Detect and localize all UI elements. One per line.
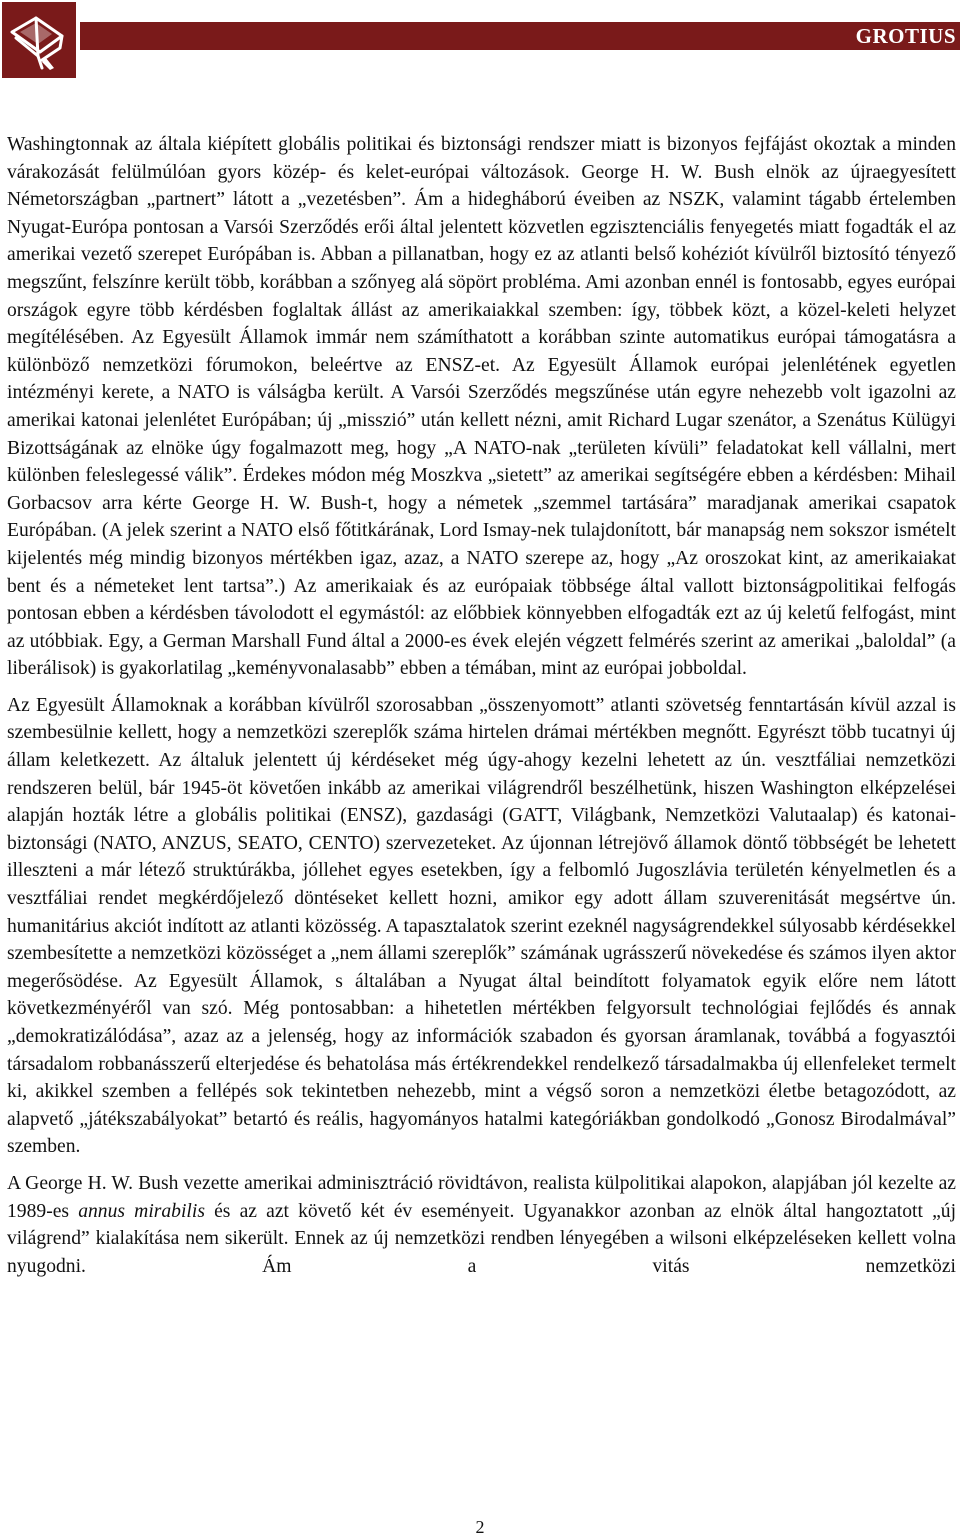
italic-phrase: annus mirabilis: [78, 1200, 205, 1222]
grotius-book-logo-icon: [2, 2, 76, 78]
paragraph-text: Az Egyesült Államoknak a korábban kívülről szorosabban „összenyomott” atlanti szövetség fenntartásán kívül azzal is szembesülnie kellett, hogy a nemzetközi szereplők száma hirtelen drámai mértékben megnőtt. Egyrészt több tucatnyi új állam keletkezett. Az általuk jelentett új kérdéseket még úgy-ahogy kezelni lehetett az ún. vesztfáliai nemzetközi rendszeren belül, bár 1945-öt követően inkább az amerikai világrendről beszélhetünk, hiszen Washington elképzelései alapján hozták létre a globális politikai (ENSZ), gazdasági (GATT, Világbank, Nemzetközi Valutaalap) és katonai-biztonsági (NATO, ANZUS, SEATO, CENTO) szervezeteket. Az újonnan létrejövő államok döntő többségét be lehetett illeszteni a már létező struktúrákba, jóllehet egyes esetekben, így a felbomló Jugoszlávia területén kényelmetlen és a vesztfáliai rendet megkérdőjelező döntéseket kellett hozni, amikor egy adott állam szuverenitását megsértve ún. humanitárius akciót indított az atlanti közösség. A tapasztalatok szerint ezeknél nagyságrendekkel súlyosabb kérdésekkel szembesítette a nemzetközi közösséget a „nem állami szereplők” számának ugrásszerű növekedése és számos ilyen aktor megerősödése. Az Egyesült Államok, s általában a Nyugat által beindított folyamatok egyik előre nem látott következményéről van szó. Még pontosabban: a hihetetlen mértékben felgyorsult technológiai fejlődés és annak „demokratizálódása”, azaz az a jelenség, hogy az információk szabadon és gyorsan áramlanak, továbbá a fogyasztói társadalom robbanásszerű elterjedése és behatolása más értékrendekkel rendelkező társadalmakba új ellenfeleket termelt ki, akikkel szemben a fellépés sok tekintetben nehezebb, mint a végső soron a nemzetközi életbe betagozódott, az alapvető „játékszabályokat” betartó és reális, hagyományos hatalmi kategóriákban gondolkodó „Gonosz Birodalmával” szemben.: [7, 694, 956, 1158]
paragraph-text: Washingtonnak az általa kiépített globális politikai és biztonsági rendszer miatt is bizonyos fejfájást okoztak a minden várakozását felülmúlóan gyors közép- és kelet-európai változások. George H. W. Bush elnök az újraegyesített Németországban „partnert” látott a „vezetésben”. Ám a hidegháború éveiben az NSZK, valamint tágabb értelemben Nyugat-Európa pontosan a Varsói Szerződés erői által jelentett közvetlen egzisztenciális fenyegetés miatt fogadták el az amerikai vezető szerepet Európában is. Abban a pillanatban, hogy ez az atlanti belső kohéziót kívülről biztosító tényező megszűnt, felszínre került több, korábban a szőnyeg alá söpört probléma. Ami azonban ennél is fontosabb, egyes európai országok egyre több kérdésben foglaltak állást az amerikaiakkal szemben: így, többek közt, a közel-keleti helyzet megítélésében. Az Egyesült Államok immár nem számíthatott a korábban szinte automatikus európai támogatásra a különböző nemzetközi fórumokon, beleértve az ENSZ-et. Az Egyesült Államok európai jelenlétének egyetlen intézményi kerete, a NATO is válságba került. A Varsói Szerződés megszűnése után egyre nehezebb volt igazolni az amerikai katonai jelenlétet Európában; új „misszió” után kellett nézni, amit Richard Lugar szenátor, a Szenátus Külügyi Bizottságának az elnöke úgy fogalmazott meg, hogy „A NATO-nak „területen kívüli” feladatokat kell vállalni, mert különben feleslegessé válik”. Érdekes módon még Moszkva „sietett” az amerikai segítségére ebben a kérdésben: Mihail Gorbacsov arra kérte George H. W. Bush-t, hogy a németek „szemmel tartására” maradjanak amerikai csapatok Európában. (A jelek szerint a NATO első főtitkárának, Lord Ismay-nek tulajdonított, bár manapság nem sokszor ismételt kijelentés még mindig bizonyos mértékben igaz, azaz, a NATO szerepe az, hogy „Az oroszokat kint, az amerikaiakat bent és a németeket lent tartsa”.) Az amerikaiak és az európaiak többsége által vallott biztonságpolitikai felfogás pontosan ebben a kérdésben távolodott el egymástól: az előbbiek könnyebben elfogadták ezt az új keletű felfogást, mint az utóbbiak. Egy, a German Marshall Fund által a 2000-es évek elején végzett felmérés szerint az amerikai „baloldal” (a liberálisok) is gyakorlatilag „keményvonalasabb” ebben a témában, mint az európai jobboldal.: [7, 134, 956, 680]
body-paragraph: [7, 1170, 956, 1280]
article-body: [7, 131, 956, 1289]
paragraph-text: és az azt követő két év eseményeit. Ugyanakkor azonban az elnök által hangoztatott „új világrend” kialakítása nem sikerült. Ennek az új nemzetközi rendben lényegében a wilsoni elképzeléseken kellett volna nyugodni. Ám a vitás nemzetközi: [7, 1200, 957, 1277]
brand-title: GROTIUS: [855, 24, 956, 48]
page-header: [0, 0, 960, 80]
paragraph-text: A George H. W. Bush vezette amerikai adminisztráció rövidtávon, realista külpolitikai alapokon, alapjában jól kezelte az 1989-es: [7, 1172, 956, 1222]
header-bar: [80, 22, 960, 50]
body-paragraph: [7, 131, 956, 683]
body-paragraph: [7, 692, 956, 1161]
page-number: 2: [475, 1517, 485, 1537]
